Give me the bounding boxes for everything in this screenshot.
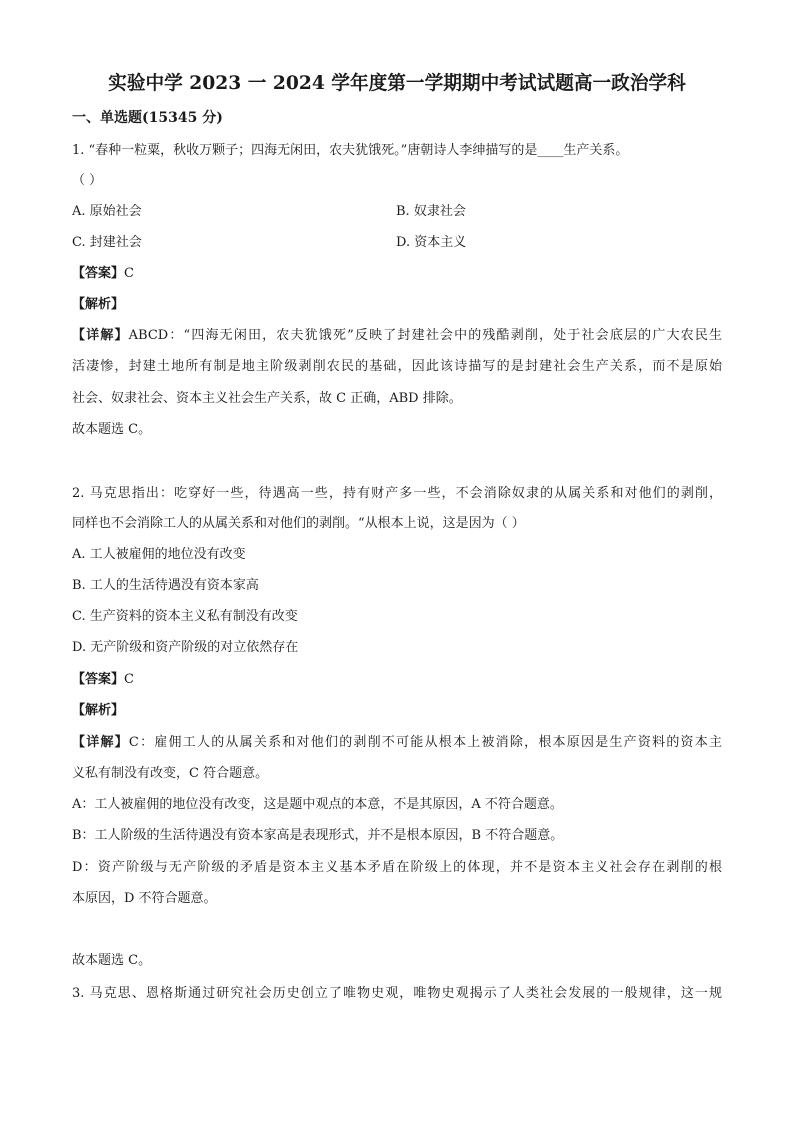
q1-option-b: B. 奴隶社会 <box>396 204 466 219</box>
detail-tag: 【详解】 <box>72 328 129 343</box>
detail-text: C：雇佣工人的从属关系和对他们的剥削不可能从根本上被消除，根本原因是生产资料的资本主 <box>128 735 722 750</box>
q1-bracket: （ ） <box>72 173 103 188</box>
q2-detail-line-6: 本原因，D 不符合题意。 <box>72 891 217 906</box>
q2-stem-line-1: 2. 马克思指出：吃穿好一些，待遇高一些，持有财产多一些，不会消除奴隶的从属关系和对他们的剥削， <box>72 486 722 501</box>
q2-conclusion: 故本题选 C。 <box>72 953 152 968</box>
q2-detail-line-2: 义私有制没有改变，C 符合题意。 <box>72 766 269 781</box>
q2-option-c: C. 生产资料的资本主义私有制没有改变 <box>72 609 298 624</box>
q2-detail-line-4: B：工人阶级的生活待遇没有资本家高是表现形式，并不是根本原因，B 不符合题意。 <box>72 828 564 843</box>
q2-option-a: A. 工人被雇佣的地位没有改变 <box>72 547 246 562</box>
answer-tag: 【答案】 <box>72 266 125 281</box>
q2-answer <box>72 671 134 689</box>
q2-detail-line-5: D：资产阶级与无产阶级的矛盾是资本主义基本矛盾在阶级上的体现，并不是资本主义社会存在剥削的根 <box>72 860 722 875</box>
q1-analysis-tag: 【解析】 <box>72 297 125 312</box>
q1-detail-line-1 <box>72 327 722 345</box>
q1-detail-line-3: 社会、奴隶社会、资本主义社会生产关系，故 C 正确，ABD 排除。 <box>72 391 462 406</box>
detail-text: ABCD：“四海无闲田，农夫犹饿死”反映了封建社会中的残酷剥削，处于社会底层的广大农民生 <box>128 328 722 343</box>
q1-detail-line-2: 活凄惨，封建土地所有制是地主阶级剥削农民的基础，因此该诗描写的是封建社会生产关系，而不是原始 <box>72 359 722 374</box>
q1-option-d: D. 资本主义 <box>396 235 467 250</box>
q1-conclusion: 故本题选 C。 <box>72 422 152 437</box>
q3-stem: 3. 马克思、恩格斯通过研究社会历史创立了唯物史观，唯物史观揭示了人类社会发展的一般规律，这一规 <box>72 986 722 1001</box>
detail-tag: 【详解】 <box>72 735 129 750</box>
page-title: 实验中学 2023 一 2024 学年度第一学期期中考试试题高一政治学科 <box>108 72 686 94</box>
q2-detail-line-3: A：工人被雇佣的地位没有改变，这是题中观点的本意，不是其原因，A 不符合题意。 <box>72 797 563 812</box>
answer-value: C <box>124 266 134 281</box>
q1-answer <box>72 265 134 283</box>
section-heading: 一、单选题(15345 分) <box>72 110 223 126</box>
q1-stem: 1. “春种一粒粟，秋收万颗子；四海无闲田，农夫犹饿死。”唐朝诗人李绅描写的是____生产关系。 <box>72 143 629 158</box>
answer-value: C <box>124 672 134 687</box>
q1-option-a: A. 原始社会 <box>72 204 142 219</box>
answer-tag: 【答案】 <box>72 672 125 687</box>
q2-detail-line-1 <box>72 734 722 752</box>
q2-analysis-tag: 【解析】 <box>72 703 125 718</box>
q2-option-b: B. 工人的生活待遇没有资本家高 <box>72 578 259 593</box>
q2-stem-line-2: 同样也不会消除工人的从属关系和对他们的剥削。“从根本上说，这是因为（ ） <box>72 516 525 531</box>
q2-option-d: D. 无产阶级和资产阶级的对立依然存在 <box>72 640 299 655</box>
q1-option-c: C. 封建社会 <box>72 235 142 250</box>
